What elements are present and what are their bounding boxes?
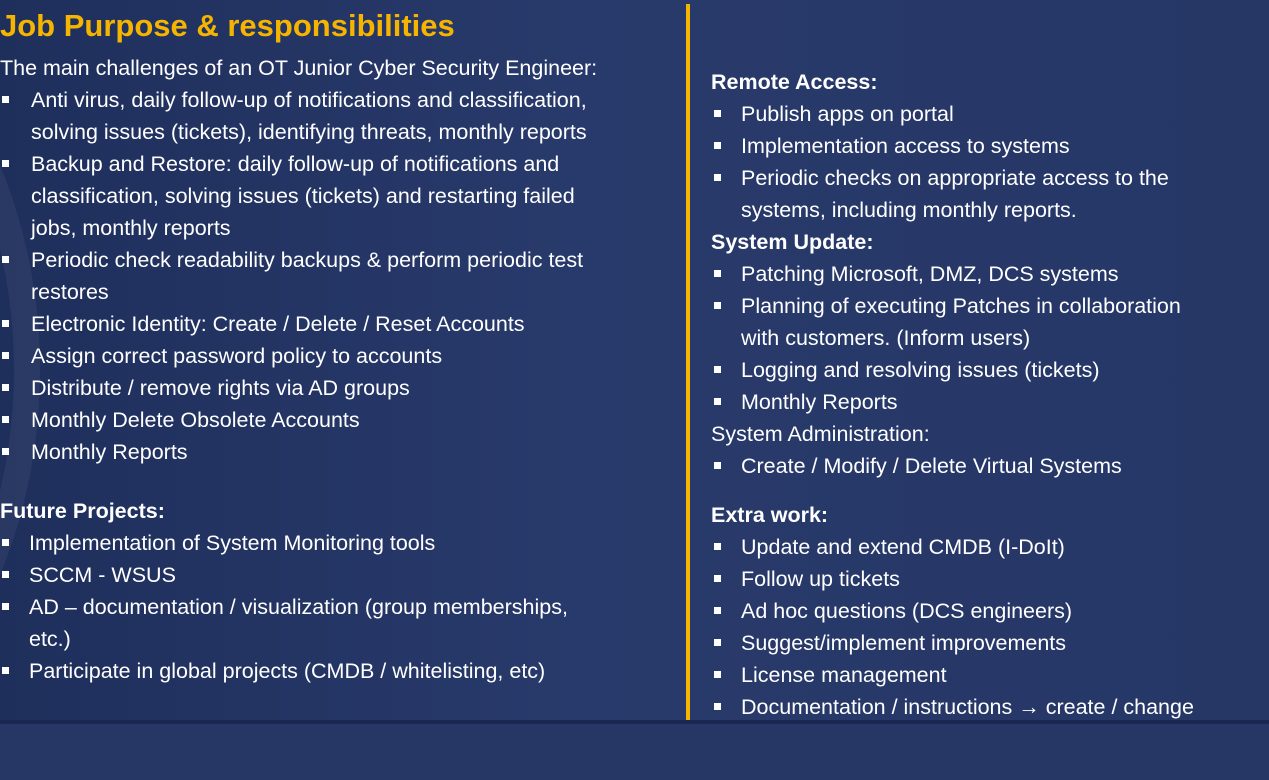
- list-item: [711, 386, 1267, 418]
- list-item-line: Update and extend CMDB (I-DoIt): [741, 535, 1065, 559]
- remote-access-heading: Remote Access:: [711, 70, 878, 94]
- list-item-line: Periodic check readability backups & perform periodic test: [31, 248, 584, 272]
- square-bullet-icon: [2, 96, 9, 103]
- list-item-line: jobs, monthly reports: [31, 216, 231, 240]
- list-item-line: Ad hoc questions (DCS engineers): [741, 599, 1073, 623]
- square-bullet-icon: [2, 416, 9, 423]
- list-item-line: etc.): [29, 627, 71, 651]
- list-item-line: Suggest/implement improvements: [741, 631, 1067, 655]
- square-bullet-icon: [2, 571, 9, 578]
- page-title: Job Purpose & responsibilities: [0, 8, 455, 43]
- list-item-line: Create / Modify / Delete Virtual Systems: [741, 454, 1122, 478]
- square-bullet-icon: [2, 320, 9, 327]
- list-item-line: classification, solving issues (tickets) and restarting failed: [31, 184, 575, 208]
- square-bullet-icon: [714, 110, 721, 117]
- list-item-line: Anti virus, daily follow-up of notifications and classification,: [31, 88, 587, 112]
- list-item: [711, 354, 1267, 386]
- system-update-list: [711, 258, 1267, 418]
- system-update-heading: System Update:: [711, 230, 874, 254]
- list-item-line: AD – documentation / visualization (group memberships,: [29, 595, 568, 619]
- list-item-line: restores: [31, 280, 109, 304]
- list-item-line: Monthly Delete Obsolete Accounts: [31, 408, 360, 432]
- system-administration-list: [711, 450, 1267, 482]
- list-item-line: Participate in global projects (CMDB / whitelisting, etc): [29, 659, 546, 683]
- list-item-line: systems, including monthly reports.: [741, 198, 1077, 222]
- list-item: [711, 531, 1267, 563]
- list-item-line: Documentation / instructions → create / change: [741, 695, 1194, 719]
- list-item: [0, 436, 682, 468]
- extra-work-heading: Extra work:: [711, 503, 829, 527]
- square-bullet-icon: [714, 703, 721, 710]
- list-item-line: with customers. (Inform users): [741, 326, 1031, 350]
- list-item: [711, 162, 1267, 226]
- square-bullet-icon: [714, 174, 721, 181]
- system-administration-heading: System Administration:: [711, 422, 930, 446]
- list-item: [0, 527, 682, 559]
- list-item: [0, 372, 682, 404]
- list-item: [0, 655, 682, 687]
- intro-text: The main challenges of an OT Junior Cyber Security Engineer:: [0, 56, 598, 80]
- list-item: [0, 559, 682, 591]
- square-bullet-icon: [714, 607, 721, 614]
- square-bullet-icon: [714, 398, 721, 405]
- list-item-line: Electronic Identity: Create / Delete / Reset Accounts: [31, 312, 525, 336]
- square-bullet-icon: [714, 302, 721, 309]
- future-projects-list: [0, 527, 682, 687]
- square-bullet-icon: [714, 270, 721, 277]
- square-bullet-icon: [714, 639, 721, 646]
- list-item-line: Implementation access to systems: [741, 134, 1070, 158]
- list-item: [711, 130, 1267, 162]
- list-item-line: Periodic checks on appropriate access to the: [741, 166, 1169, 190]
- square-bullet-icon: [714, 575, 721, 582]
- square-bullet-icon: [2, 603, 9, 610]
- list-item-line: License management: [741, 663, 947, 687]
- list-item-line: Backup and Restore: daily follow-up of notifications and: [31, 152, 560, 176]
- extra-work-list: [711, 531, 1267, 723]
- list-item: [711, 450, 1267, 482]
- list-item: [0, 148, 682, 244]
- list-item-line: solving issues (tickets), identifying threats, monthly reports: [31, 120, 587, 144]
- list-item-line: SCCM - WSUS: [29, 563, 176, 587]
- list-item-line: Follow up tickets: [741, 567, 900, 591]
- list-item: [711, 659, 1267, 691]
- list-item: [711, 627, 1267, 659]
- list-item: [0, 340, 682, 372]
- list-item-line: Monthly Reports: [741, 390, 898, 414]
- list-item-line: Implementation of System Monitoring tools: [29, 531, 436, 555]
- list-item: [711, 98, 1267, 130]
- right-column: [711, 66, 1267, 723]
- list-item-line: Monthly Reports: [31, 440, 188, 464]
- list-item-line: Assign correct password policy to accounts: [31, 344, 443, 368]
- list-item: [0, 308, 682, 340]
- list-item: [0, 591, 682, 655]
- list-item-line: Logging and resolving issues (tickets): [741, 358, 1100, 382]
- square-bullet-icon: [2, 539, 9, 546]
- square-bullet-icon: [2, 256, 9, 263]
- square-bullet-icon: [2, 667, 9, 674]
- list-item-line: Distribute / remove rights via AD groups: [31, 376, 410, 400]
- list-item: [711, 595, 1267, 627]
- column-divider: [686, 4, 690, 720]
- remote-access-list: [711, 98, 1267, 226]
- square-bullet-icon: [714, 462, 721, 469]
- square-bullet-icon: [2, 160, 9, 167]
- list-item: [0, 404, 682, 436]
- square-bullet-icon: [714, 142, 721, 149]
- list-item: [711, 691, 1267, 723]
- square-bullet-icon: [714, 543, 721, 550]
- list-item: [711, 290, 1267, 354]
- list-item: [0, 84, 682, 148]
- square-bullet-icon: [714, 671, 721, 678]
- left-column: [0, 52, 682, 687]
- square-bullet-icon: [2, 384, 9, 391]
- list-item: [0, 244, 682, 308]
- list-item: [711, 563, 1267, 595]
- list-item: [711, 258, 1267, 290]
- challenges-list: [0, 84, 682, 468]
- list-item-line: Planning of executing Patches in collaboration: [741, 294, 1181, 318]
- list-item-line: Patching Microsoft, DMZ, DCS systems: [741, 262, 1119, 286]
- square-bullet-icon: [714, 366, 721, 373]
- future-projects-heading: Future Projects:: [0, 499, 165, 523]
- square-bullet-icon: [2, 448, 9, 455]
- list-item-line: Publish apps on portal: [741, 102, 954, 126]
- square-bullet-icon: [2, 352, 9, 359]
